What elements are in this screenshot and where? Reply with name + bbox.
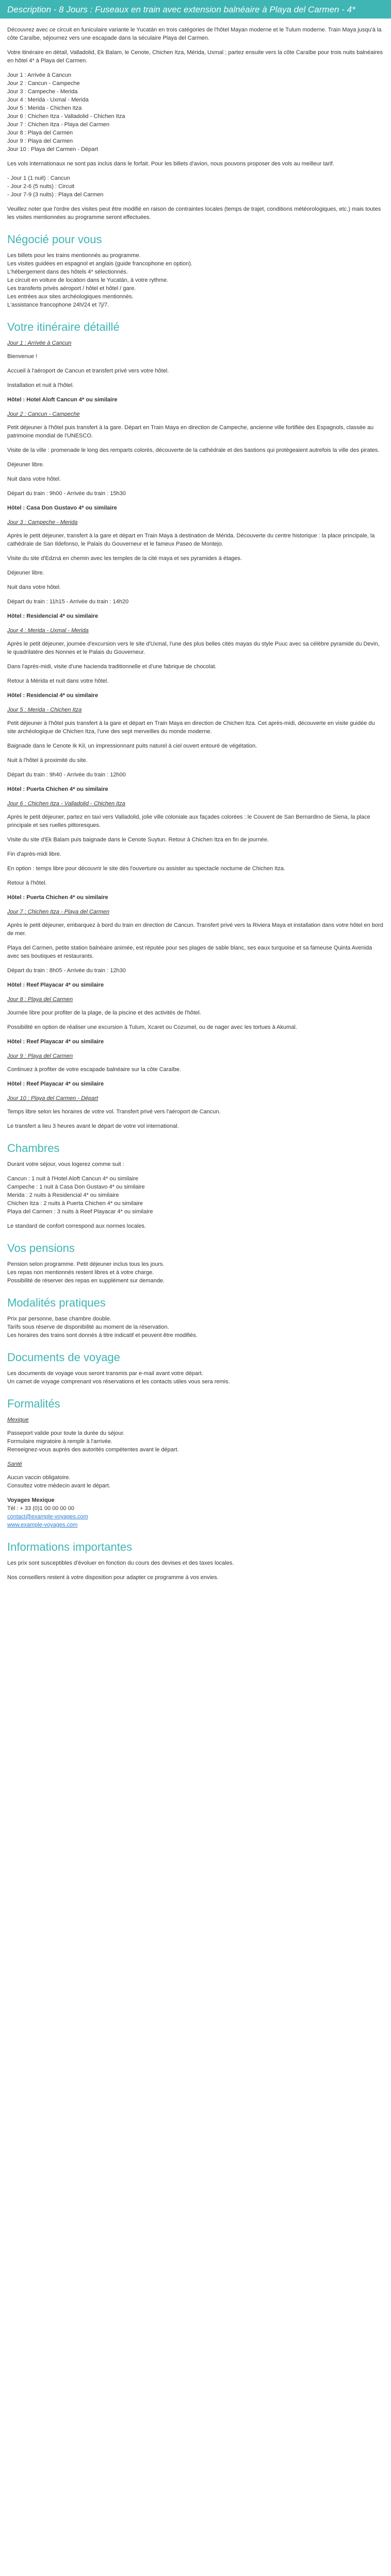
intro-paragraph-2: Votre itinéraire en détail, Valladolid, Ek Balam, le Cenote, Chichen Itza, Mérida, Uxmal ; partez ensuite vers la côte Caraïbe pour trois nuits balnéaires en hôtel 4* à Playa del Carmen. (7, 49, 383, 64)
day-block (7, 995, 384, 1046)
day-block (7, 800, 384, 902)
days-summary-item: Jour 10 : Playa del Carmen - Départ (7, 146, 99, 152)
section-title-meals: Vos pensions (7, 1242, 75, 1255)
contact-name: Voyages Mexique (7, 1497, 55, 1503)
day-text: Nuit dans votre hôtel. (7, 476, 61, 482)
day-text: En option : temps libre pour découvrir le site dès l'ouverture ou assister au spectacle nocturne de Chichen Itza. (7, 866, 285, 872)
day-text: Déjeuner libre. (7, 570, 44, 576)
meals-item: Pension selon programme. Petit déjeuner inclus tous les jours. (7, 1261, 165, 1267)
day-text: Après le petit déjeuner, transfert à la gare et départ en Train Maya à destination de Mérida. Découverte du centre historique : la place principale, la cathédrale de San Ildefonso, le Palais du Gouverneur et le fameux Paseo de Montejo. (7, 533, 375, 547)
nights-item: - Jour 2-6 (5 nuits) : Circuit (7, 183, 75, 190)
day-text: Après le petit déjeuner, journée d'excursion vers le site d'Uxmal, l'une des plus belles cités mayas du style Puuc avec sa célèbre pyramide du Devin, le quadrilatère des Nonnes et le Palais du Gouverneur. (7, 641, 380, 655)
intro-flights-note: Les vols internationaux ne sont pas inclus dans le forfait. Pour les billets d'avion, nous pouvons proposer des vols au meilleur tarif. (7, 161, 334, 167)
day-text: Baignade dans le Cenote Ik Kil, un impressionnant puits naturel à ciel ouvert entouré de végétation. (7, 743, 257, 749)
included-item: Les visites guidées en espagnol et anglais (guide francophone en option). (7, 261, 192, 267)
day-title: Jour 4 : Merida - Uxmal - Merida (7, 628, 89, 634)
section-title-formalities: Formalités (7, 1397, 60, 1410)
section-title-itinerary: Votre itinéraire détaillé (7, 320, 120, 333)
hotel-item: Playa del Carmen : 3 nuits à Reef Playacar 4* ou similaire (7, 1209, 153, 1215)
days-summary-item: Jour 4 : Merida - Uxmal - Merida (7, 97, 89, 103)
days-summary-item: Jour 1 : Arrivée à Cancun (7, 72, 72, 78)
intro-paragraph-1: Découvrez avec ce circuit en funiculaire variante le Yucatán en trois catégories de l'hôtel Mayan moderne et le Tulum moderne. Train Maya jusqu'à la côte Caraïbe, séjournez vers une escapade dans la séculaire Playa del Carmen. (7, 27, 382, 41)
day-text: Petit déjeuner à l'hôtel puis transfert à la gare et départ en Train Maya en direction de Chichen Itza. Cet après-midi, découverte en visite guidée du site archéologique de Chichen Itza, l'une des sept merveilles du monde moderne. (7, 720, 375, 735)
day-title: Jour 5 : Merida - Chichen Itza (7, 707, 82, 713)
conditions-item: Les horaires des trains sont donnés à titre indicatif et peuvent être modifiés. (7, 1332, 198, 1338)
hotels-list (7, 1175, 384, 1216)
contact-email-link[interactable]: contact@example-voyages.com (7, 1514, 88, 1520)
days-summary-item: Jour 7 : Chichen Itza - Playa del Carmen (7, 122, 110, 128)
page-banner: Description - 8 Jours : Fuseaux en train avec extension balnéaire à Playa del Carmen - 4* (0, 0, 391, 19)
important-text: Nos conseillers restent à votre disposition pour adapter ce programme à vos envies. (7, 1574, 219, 1581)
day-text: Temps libre selon les horaires de votre vol. Transfert privé vers l'aéroport de Cancun. (7, 1109, 221, 1115)
day-text: Petit déjeuner à l'hôtel puis transfert à la gare. Départ en Train Maya en direction de Campeche, ancienne ville fortifiée des Espagnols, classée au patrimoine mondial de l'UNESCO. (7, 425, 374, 439)
days-summary-list (7, 71, 384, 154)
day-title: Jour 9 : Playa del Carmen (7, 1053, 73, 1059)
days-summary-item: Jour 3 : Campeche - Merida (7, 89, 78, 95)
health-item: Aucun vaccin obligatoire. (7, 1475, 71, 1481)
days-summary-item: Jour 9 : Playa del Carmen (7, 138, 73, 144)
day-title: Jour 10 : Playa del Carmen - Départ (7, 1095, 99, 1101)
hotels-intro: Durant votre séjour, vous logerez comme suit : (7, 1161, 124, 1167)
day-hotel: Hôtel : Hotel Aloft Cancun 4* ou similaire (7, 397, 118, 403)
section-title-conditions: Modalités pratiques (7, 1296, 106, 1309)
day-train-times: Départ du train : 8h05 - Arrivée du train : 12h30 (7, 968, 126, 974)
day-text: Retour à Mérida et nuit dans votre hôtel. (7, 678, 109, 684)
hotels-note: Le standard de confort correspond aux normes locales. (7, 1223, 146, 1229)
day-text: Playa del Carmen, petite station balnéaire animée, est réputée pour ses plages de sable blanc, ses eaux turquoise et sa fameuse Quinta Avenida avec ses boutiques et restaurants. (7, 945, 372, 959)
day-block (7, 339, 384, 404)
formalities-country: Mexique (7, 1417, 29, 1423)
important-text: Les prix sont susceptibles d'évoluer en fonction du cours des devises et des taxes locales. (7, 1560, 234, 1566)
conditions-item: Prix par personne, base chambre double. (7, 1316, 111, 1322)
day-text: Nuit dans votre hôtel. (7, 584, 61, 590)
day-text: Accueil à l'aéroport de Cancun et transfert privé vers votre hôtel. (7, 368, 169, 374)
health-list (7, 1473, 384, 1490)
conditions-item: Tarifs sous réserve de disponibilité au moment de la réservation. (7, 1324, 169, 1330)
included-item: Les billets pour les trains mentionnés au programme. (7, 252, 141, 259)
day-block (7, 518, 384, 620)
section-title-important: Informations importantes (7, 1540, 133, 1553)
day-hotel: Hôtel : Residencial 4* ou similaire (7, 613, 99, 619)
section-title-included: Négocié pour vous (7, 233, 102, 246)
contact-block (7, 1496, 384, 1529)
day-text: Installation et nuit à l'hôtel. (7, 382, 74, 388)
formalities-list (7, 1429, 384, 1454)
health-title: Santé (7, 1461, 22, 1467)
included-item: Les transferts privés aéroport / hôtel et hôtel / gare. (7, 285, 136, 292)
included-item: L'hébergement dans des hôtels 4* sélectionnés. (7, 269, 128, 275)
day-text: Bienvenue ! (7, 353, 38, 360)
meals-item: Les repas non mentionnés restent libres et à votre charge. (7, 1269, 154, 1276)
day-hotel: Hôtel : Reef Playacar 4* ou similaire (7, 1081, 104, 1087)
days-summary-item: Jour 8 : Playa del Carmen (7, 130, 73, 136)
included-list (7, 251, 384, 309)
documents-list (7, 1369, 384, 1386)
hotel-item: Cancun : 1 nuit à l'Hotel Aloft Cancun 4* ou similaire (7, 1176, 139, 1182)
order-note: Veuillez noter que l'ordre des visites peut être modifié en raison de contraintes locales (temps de trajet, conditions météorologiques, etc.) mais toutes les visites mentionnées au programme seront effectuées. (7, 206, 381, 221)
days-summary-item: Jour 2 : Cancun - Campeche (7, 80, 80, 87)
days-summary-item: Jour 5 : Merida - Chichen Itza (7, 105, 82, 111)
day-hotel: Hôtel : Casa Don Gustavo 4* ou similaire (7, 505, 117, 511)
day-text: Visite de la ville : promenade le long des remparts colorés, découverte de la cathédrale et des bastions qui protégeaient autrefois la ville des pirates. (7, 447, 380, 453)
days-summary-item: Jour 6 : Chichen Itza - Valladolid - Chichen Itza (7, 113, 125, 120)
day-block (7, 626, 384, 700)
formalities-item: Renseignez-vous auprès des autorités compétentes avant le départ. (7, 1447, 179, 1453)
hotel-item: Merida : 2 nuits à Residencial 4* ou similaire (7, 1192, 119, 1198)
day-title: Jour 8 : Playa del Carmen (7, 996, 73, 1003)
included-item: Les entrées aux sites archéologiques mentionnés. (7, 294, 134, 300)
formalities-item: Formulaire migratoire à remplir à l'arrivée. (7, 1438, 112, 1445)
documents-item: Les documents de voyage vous seront transmis par e-mail avant votre départ. (7, 1370, 203, 1377)
contact-website-link[interactable]: www.example-voyages.com (7, 1522, 78, 1528)
day-text: Le transfert a lieu 3 heures avant le départ de votre vol international. (7, 1123, 179, 1129)
day-text: Journée libre pour profiter de la plage, de la piscine et des activités de l'hôtel. (7, 1010, 201, 1016)
day-hotel: Hôtel : Puerta Chichen 4* ou similaire (7, 894, 108, 901)
day-block (7, 908, 384, 989)
day-hotel: Hôtel : Puerta Chichen 4* ou similaire (7, 786, 108, 792)
day-block (7, 410, 384, 512)
day-title: Jour 2 : Cancun - Campeche (7, 411, 80, 417)
nights-item: - Jour 1 (1 nuit) : Cancun (7, 175, 70, 181)
hotel-item: Campeche : 1 nuit à Casa Don Gustavo 4* ou similaire (7, 1184, 145, 1190)
day-train-times: Départ du train : 9h40 - Arrivée du train : 12h00 (7, 772, 126, 778)
day-text: Après le petit déjeuner, embarquez à bord du train en direction de Cancun. Transfert privé vers la Riviera Maya et installation dans votre hôtel en bord de mer. (7, 922, 383, 937)
hotel-item: Chichen Itza : 2 nuits à Puerta Chichen 4* ou similaire (7, 1200, 143, 1207)
day-hotel: Hôtel : Reef Playacar 4* ou similaire (7, 982, 104, 988)
day-text: Déjeuner libre. (7, 462, 44, 468)
day-text: Retour à l'hôtel. (7, 880, 47, 886)
day-text: Fin d'après-midi libre. (7, 851, 61, 857)
day-train-times: Départ du train : 11h15 - Arrivée du train : 14h20 (7, 599, 129, 605)
content (0, 26, 391, 1582)
formalities-item: Passeport valide pour toute la durée du séjour. (7, 1430, 125, 1436)
day-text: Après le petit déjeuner, partez en taxi vers Valladolid, jolie ville coloniale aux façades colorées : le Couvent de San Bernardino de Siena, la place principale et ses ruelles pittoresques. (7, 814, 370, 828)
day-block (7, 706, 384, 793)
day-train-times: Départ du train : 9h00 - Arrivée du train : 15h30 (7, 490, 126, 497)
day-text: Visite du site d'Ek Balam puis baignade dans le Cenote Suytun. Retour à Chichen Itza en fin de journée. (7, 837, 269, 843)
nights-item: - Jour 7-9 (3 nuits) : Playa del Carmen (7, 192, 104, 198)
included-item: Le circuit en voiture de location dans le Yucatán, à votre rythme. (7, 277, 169, 283)
meals-list (7, 1260, 384, 1285)
day-title: Jour 1 : Arrivée à Cancun (7, 340, 72, 346)
day-hotel: Hôtel : Reef Playacar 4* ou similaire (7, 1039, 104, 1045)
section-title-hotels: Chambres (7, 1142, 60, 1155)
day-hotel: Hôtel : Residencial 4* ou similaire (7, 692, 99, 699)
documents-item: Un carnet de voyage comprenant vos réservations et les contacts utiles vous sera remis. (7, 1379, 230, 1385)
meals-item: Possibilité de réserver des repas en supplément sur demande. (7, 1278, 165, 1284)
included-item: L'assistance francophone 24h/24 et 7j/7. (7, 302, 109, 308)
day-block (7, 1052, 384, 1088)
contact-phone: Tél : + 33 (0)1 00 00 00 00 (7, 1505, 74, 1512)
day-title: Jour 3 : Campeche - Merida (7, 519, 78, 526)
day-text: Continuez à profiter de votre escapade balnéaire sur la côte Caraïbe. (7, 1066, 181, 1073)
day-text: Visite du site d'Edzná en chemin avec les temples de la cité maya et ses pyramides à étages. (7, 555, 242, 562)
day-block (7, 1094, 384, 1130)
section-title-documents: Documents de voyage (7, 1351, 120, 1364)
day-text: Dans l'après-midi, visite d'une hacienda traditionnelle et d'une fabrique de chocolat. (7, 664, 217, 670)
conditions-list (7, 1315, 384, 1340)
day-title: Jour 7 : Chichen Itza - Playa del Carmen (7, 909, 110, 915)
nights-breakdown (7, 174, 384, 199)
day-text: Possibilité en option de réaliser une excursion à Tulum, Xcaret ou Cozumel, ou de nager avec les tortues à Akumal. (7, 1024, 297, 1030)
day-title: Jour 6 : Chichen Itza - Valladolid - Chichen Itza (7, 801, 125, 807)
health-item: Consultez votre médecin avant le départ. (7, 1483, 110, 1489)
day-text: Nuit à l'hôtel à proximité du site. (7, 757, 88, 764)
